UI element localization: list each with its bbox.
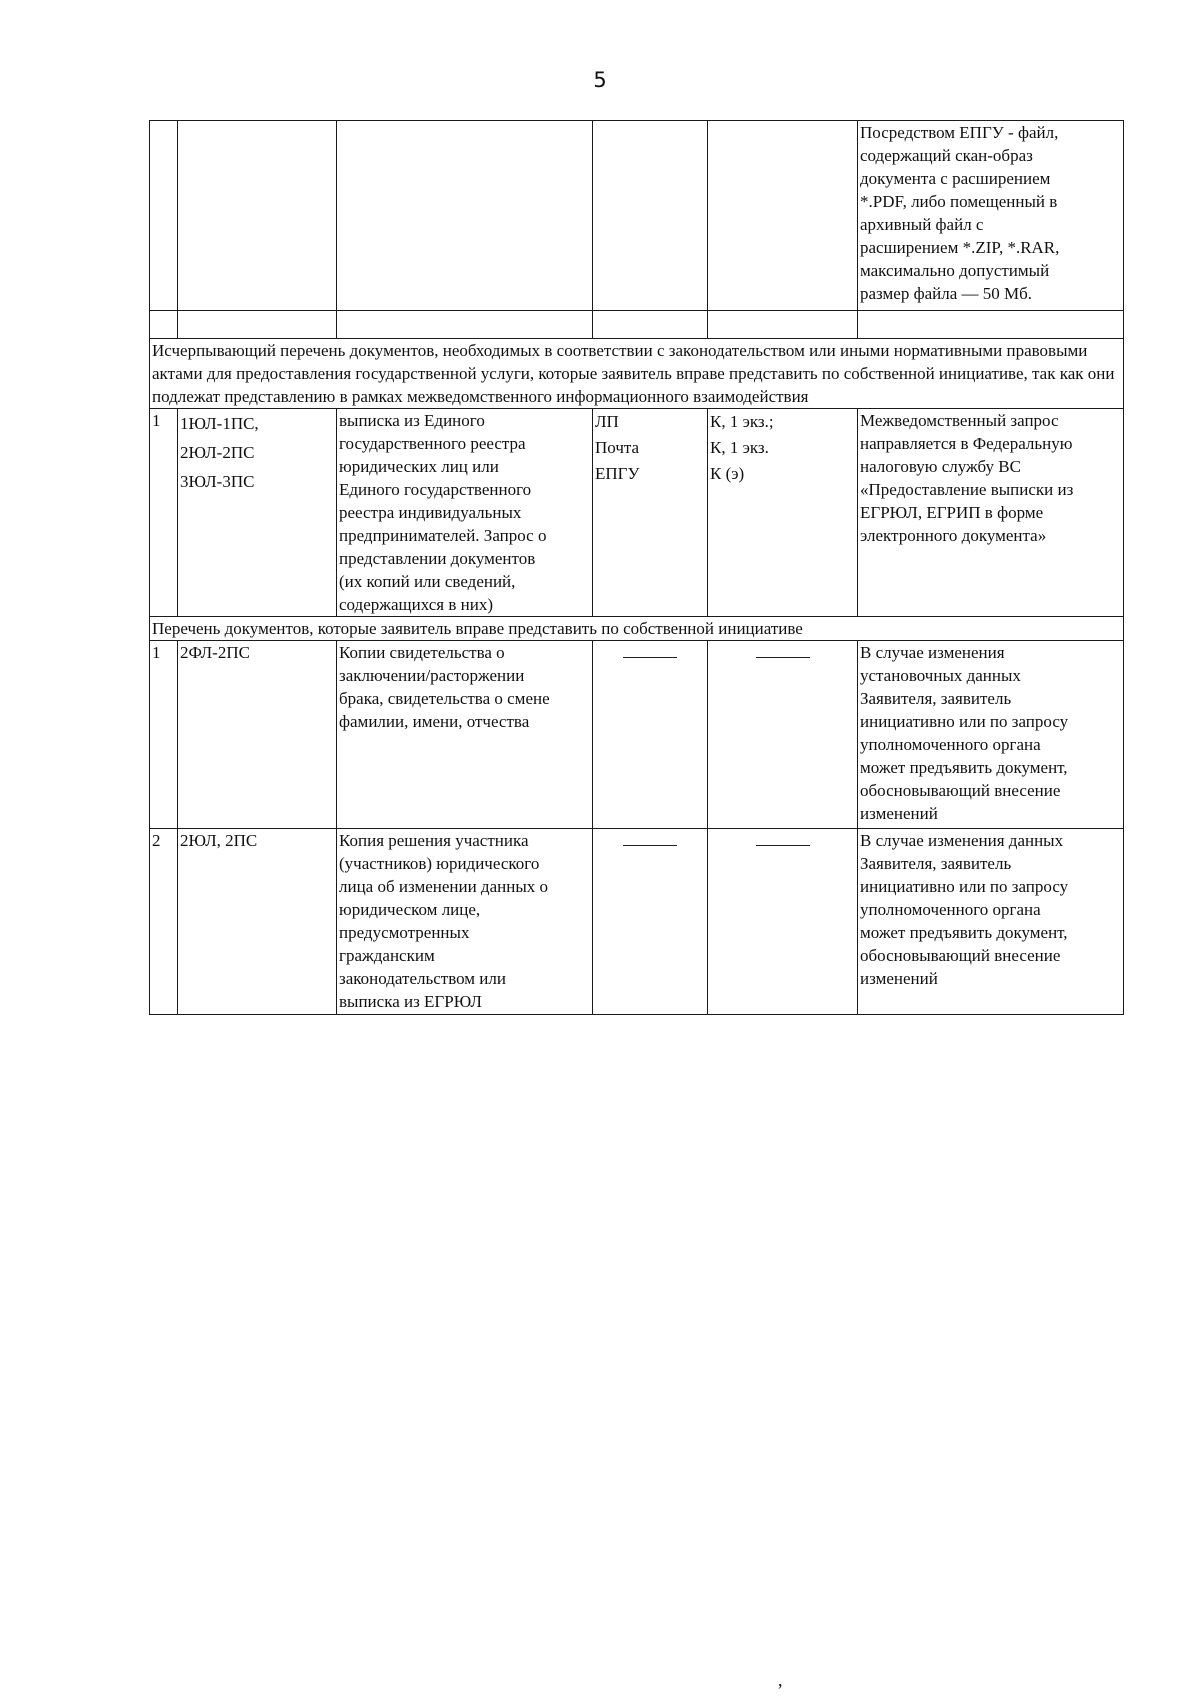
table-row: [150, 409, 1124, 617]
cell-method: [593, 641, 708, 829]
cell-document: Копии свидетельства о заключении/расторжении брака, свидетельства о смене фамилии, имени, отчества: [337, 641, 593, 829]
cell-method: ЛП Почта ЕПГУ: [593, 409, 708, 617]
cell-codes: 1ЮЛ-1ПС, 2ЮЛ-2ПС 3ЮЛ-3ПС: [178, 409, 337, 617]
cell-method: [593, 829, 708, 1015]
cell-document: [337, 121, 593, 311]
cell-document: выписка из Единого государственного реестра юридических лиц или Единого государственного реестра индивидуальных предпринимателей. Запрос о представлении документов (их копий или сведений, содержащихся в них): [337, 409, 593, 617]
section-header-interagency: [150, 339, 1124, 409]
cell-note: Посредством ЕПГУ - файл, содержащий скан-образ документа с расширением *.PDF, либо помещенный в архивный файл с расширением *.ZIP, *.RAR, максимально допустимый размер файла — 50 Мб.: [858, 121, 1124, 311]
cell-codes: [178, 121, 337, 311]
cell-method: [593, 121, 708, 311]
cell-codes: [178, 311, 337, 339]
empty-row: [150, 311, 1124, 339]
dash-line: [756, 657, 810, 658]
cell-form: К, 1 экз.; К, 1 экз. К (э): [708, 409, 858, 617]
cell-num: 1: [150, 409, 178, 617]
section-title: Исчерпывающий перечень документов, необходимых в соответствии с законодательством или иными нормативными правовыми актами для предоставления государственной услуги, которые заявитель вправе представить по собственной инициативе, так как они подлежат представлению в рамках межведомственного информационного взаимодействия: [150, 339, 1124, 409]
cell-form: [708, 311, 858, 339]
continuation-row: [150, 121, 1124, 311]
cell-note: Межведомственный запрос направляется в Федеральную налоговую службу ВС «Предоставление выписки из ЕГРЮЛ, ЕГРИП в форме электронного документа»: [858, 409, 1124, 617]
cell-form: [708, 641, 858, 829]
cell-form: [708, 121, 858, 311]
cell-note: [858, 311, 1124, 339]
cell-num: [150, 311, 178, 339]
cell-document: [337, 311, 593, 339]
cell-codes: 2ФЛ-2ПС: [178, 641, 337, 829]
section-title: Перечень документов, которые заявитель вправе представить по собственной инициативе: [150, 617, 1124, 641]
cell-num: [150, 121, 178, 311]
table-row: [150, 641, 1124, 829]
stray-mark: ,: [778, 1670, 783, 1690]
page-number: 5: [593, 68, 607, 92]
table-row: [150, 829, 1124, 1015]
dash-line: [623, 845, 677, 846]
cell-method: [593, 311, 708, 339]
dash-line: [756, 845, 810, 846]
documents-table: [149, 120, 1124, 1015]
cell-codes: 2ЮЛ, 2ПС: [178, 829, 337, 1015]
section-header-own-initiative: [150, 617, 1124, 641]
cell-num: 1: [150, 641, 178, 829]
cell-note: В случае изменения установочных данных Заявителя, заявитель инициативно или по запросу уполномоченного органа может предъявить документ, обосновывающий внесение изменений: [858, 641, 1124, 829]
dash-line: [623, 657, 677, 658]
cell-document: Копия решения участника (участников) юридического лица об изменении данных о юридическом лице, предусмотренных гражданским законодательством или выписка из ЕГРЮЛ: [337, 829, 593, 1015]
cell-note: В случае изменения данных Заявителя, заявитель инициативно или по запросу уполномоченного органа может предъявить документ, обосновывающий внесение изменений: [858, 829, 1124, 1015]
cell-num: 2: [150, 829, 178, 1015]
cell-form: [708, 829, 858, 1015]
